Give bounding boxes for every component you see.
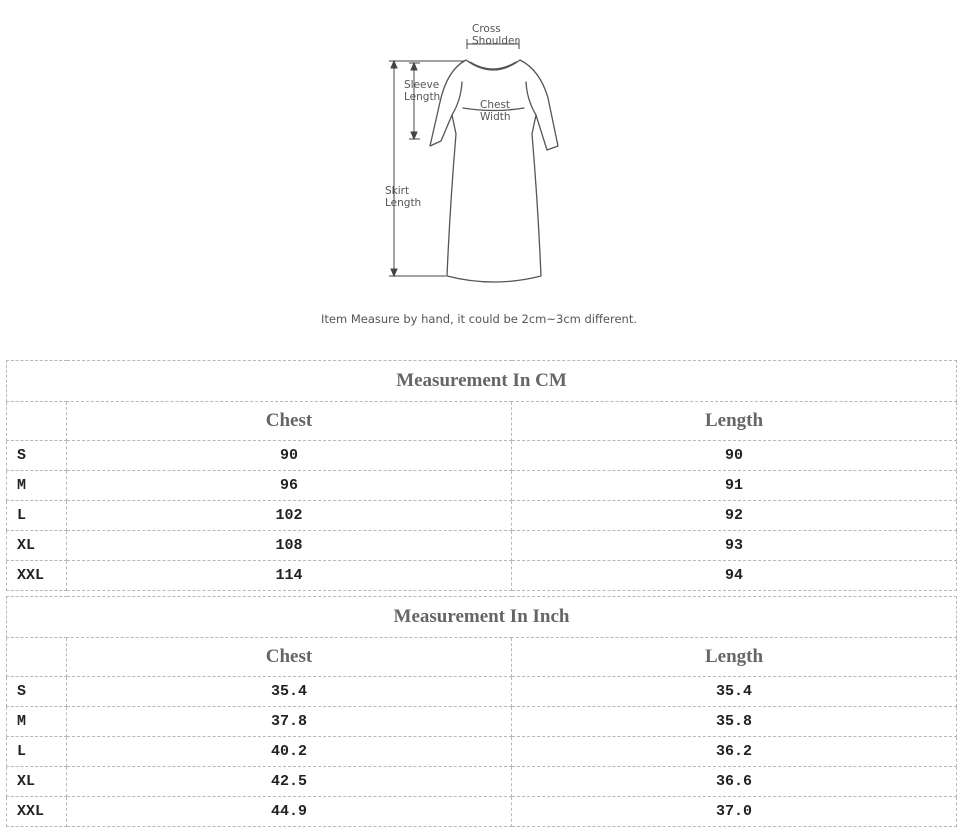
dress-measurement-diagram xyxy=(0,0,962,340)
table-row xyxy=(7,561,957,591)
table-title-row xyxy=(7,361,957,402)
size-cell: XXL xyxy=(7,797,67,827)
size-cell: M xyxy=(7,471,67,501)
table-row xyxy=(7,531,957,561)
length-cell: 92 xyxy=(512,501,957,531)
table-row xyxy=(7,441,957,471)
cross-shoulder-label-line2: Shoulder xyxy=(472,35,519,47)
skirt-length-label-line1: Skirt xyxy=(385,185,410,197)
chest-cell: 90 xyxy=(67,441,512,471)
size-cell: XL xyxy=(7,531,67,561)
chest-column-header: Chest xyxy=(67,402,512,441)
table-row xyxy=(7,737,957,767)
chest-cell: 114 xyxy=(67,561,512,591)
length-cell: 35.8 xyxy=(512,707,957,737)
chest-cell: 40.2 xyxy=(67,737,512,767)
table-title-row xyxy=(7,597,957,638)
table-row xyxy=(7,767,957,797)
size-cell: M xyxy=(7,707,67,737)
table-row xyxy=(7,471,957,501)
length-cell: 36.6 xyxy=(512,767,957,797)
chest-width-label-line1: Chest xyxy=(480,99,511,111)
length-cell: 94 xyxy=(512,561,957,591)
length-cell: 37.0 xyxy=(512,797,957,827)
dress-sketch xyxy=(0,0,962,340)
length-cell: 90 xyxy=(512,441,957,471)
table-header-row xyxy=(7,638,957,677)
length-cell: 36.2 xyxy=(512,737,957,767)
measure-note: Item Measure by hand, it could be 2cm~3cm different. xyxy=(320,312,638,326)
size-cell: L xyxy=(7,737,67,767)
sleeve-length-label-line2: Length xyxy=(404,91,441,103)
chest-cell: 44.9 xyxy=(67,797,512,827)
dress-outline xyxy=(430,60,558,282)
size-cell: XXL xyxy=(7,561,67,591)
size-cell: S xyxy=(7,441,67,471)
table-title: Measurement In CM xyxy=(7,361,957,402)
size-cell: XL xyxy=(7,767,67,797)
size-table-inch xyxy=(6,596,957,827)
table-row xyxy=(7,501,957,531)
size-column-header xyxy=(7,638,67,677)
sleeve-length-label-line1: Sleeve xyxy=(404,79,440,91)
length-cell: 93 xyxy=(512,531,957,561)
length-column-header: Length xyxy=(512,638,957,677)
size-table-cm xyxy=(6,360,957,591)
chest-column-header: Chest xyxy=(67,638,512,677)
chest-cell: 96 xyxy=(67,471,512,501)
size-cell: L xyxy=(7,501,67,531)
table-row xyxy=(7,677,957,707)
length-cell: 91 xyxy=(512,471,957,501)
table-row xyxy=(7,797,957,827)
chest-cell: 108 xyxy=(67,531,512,561)
skirt-length-label-line2: Length xyxy=(385,197,422,209)
chest-width-label-line2: Width xyxy=(480,111,511,123)
chest-cell: 102 xyxy=(67,501,512,531)
table-row xyxy=(7,707,957,737)
size-cell: S xyxy=(7,677,67,707)
chest-cell: 37.8 xyxy=(67,707,512,737)
chest-cell: 42.5 xyxy=(67,767,512,797)
length-column-header: Length xyxy=(512,402,957,441)
size-column-header xyxy=(7,402,67,441)
length-cell: 35.4 xyxy=(512,677,957,707)
cross-shoulder-label-line1: Cross xyxy=(472,23,501,35)
table-title: Measurement In Inch xyxy=(7,597,957,638)
table-header-row xyxy=(7,402,957,441)
chest-cell: 35.4 xyxy=(67,677,512,707)
